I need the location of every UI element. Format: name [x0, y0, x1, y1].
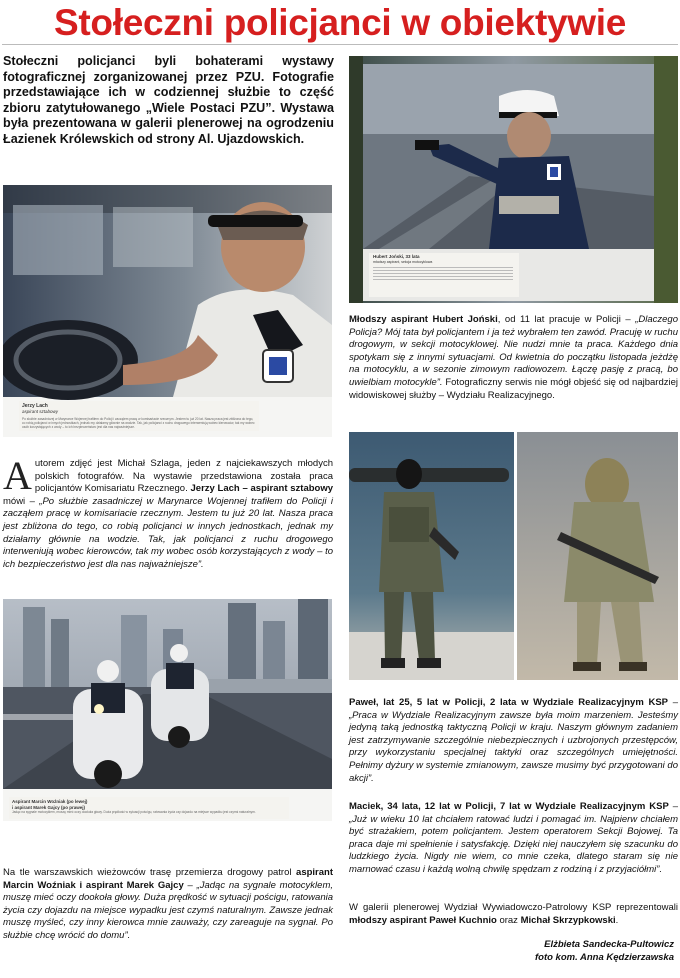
lead-paragraph: Stołeczni policjanci byli bohaterami wystawy fotograficznej zorganizowanej przez PZU. Fotografie przedstawiające ich w codziennej służbie to część zbioru zatytułowanego „Wiele Postaci PZU”. Wystawa była prezentowana w galerii plenerowej na ogrodzeniu Łazienek Królewskich od strony Al. Ujazdowskich.	[3, 54, 334, 146]
para-author-quote: „Po służbie zasadniczej w Marynarce Wojennej trafiłem do Policji i zacząłem pracę w komisariacie rzecznym. Jestem tu już 20 lat. Nasza praca jest zbliżona do tego, co robią policjanci w innych jednostkach, jednak my działamy głównie na wodzie. Tak, jak policjanci z ruchu drogowego interweniują wobec kierowców, tak my wobec osób korzystających z wody – to ich bezpieczeństwo jest dla nas najważniejsze”.	[3, 495, 333, 570]
para-motor-dash: –	[183, 879, 197, 891]
caption-body: Jadąc na sygnale motocyklem, muszę mieć oczy dookoła głowy. Duża prędkość w sytuacji pościgu, ratowania życia czy dojazdu na miejsce wypadku jest czymś naturalnym.	[12, 810, 256, 814]
para-patrol-intro: W galerii plenerowej Wydział Wywiadowczo-Patrolowy KSP reprezentowali	[349, 902, 678, 913]
photo-hubert-jonski	[349, 56, 678, 303]
caption-body: Po służbie zasadniczej w Marynarce Wojennej trafiłem do Policji i zacząłem pracę w komisariacie rzecznym. Jestem tu już 20 lat. Nasza praca jest zbliżona do tego, co robią policjanci w innych jednostkach, jednak my działamy głównie na wodzie. Tak, jak policjanci z ruchu drogowego interweniują wobec kierowców, tak my wobec osób korzystających z wody – to ich bezpieczeństwo jest dla nas najważniejsze.	[22, 416, 255, 429]
paragraph-patrol-unit	[349, 902, 678, 927]
photo-caption-motor	[9, 797, 289, 819]
photo-tactical-officers	[349, 432, 678, 680]
para-author-name: Jerzy Lach – aspirant sztabowy	[190, 483, 334, 495]
dropcap: A	[3, 453, 32, 498]
caption-rank: młodszy aspirant, sekcja motocyklowa	[373, 259, 433, 264]
paragraph-motor-patrol	[3, 867, 333, 943]
para-patrol-names: młodszy aspirant Paweł Kuchnio	[349, 914, 497, 926]
caption-lines	[373, 267, 513, 281]
photo-caption-lach	[19, 401, 259, 431]
para-author-says: mówi –	[3, 495, 40, 507]
paragraph-maciek	[349, 801, 678, 877]
para-maciek-dash: –	[668, 801, 678, 812]
signature-author: Elżbieta Sandecka-Pultowicz	[544, 939, 674, 950]
para-patrol-end: .	[615, 914, 619, 926]
paragraph-author-lach	[3, 453, 334, 571]
title-divider	[2, 44, 678, 45]
caption-name: Jerzy Lach	[22, 403, 48, 409]
signature-photo-credit: foto kom. Anna Kędzierzawska	[534, 952, 674, 963]
caption-rank: aspirant sztabowy	[22, 409, 59, 414]
para-patrol-and: oraz	[496, 914, 521, 926]
para-patrol-name2: Michał Skrzypkowski	[520, 914, 616, 926]
paragraph-jonski	[349, 314, 678, 402]
para-motor-quote: „Jadąc na sygnale motocyklem, muszę mieć oczy dookoła głowy. Duża prędkość w sytuacji pościgu, ratowania życia czy dojazdu na miejsce wypadku jest czymś naturalnym. Zawsze jednak muszę myśleć, czy inny kierowca mnie zauważy, czy zareaguje na sygnał. Po służbie chcę wrócić do domu”.	[3, 879, 333, 941]
para-author-intro: utorem zdjęć jest Michał Szlaga, jeden z najciekawszych młodych polskich fotografów. Na wystawie przedstawiona została praca policjantów Komisariatu Rzecznego.	[34, 458, 333, 495]
para-pawel-quote: „Praca w Wydziale Realizacyjnym zawsze była moim marzeniem. Jesteśmy jedyną taką jednostką taktyczną Policji w kraju. Naszym głównym zadaniem jest zatrzymywanie szczególnie niebezpiecznych i uzbrojonych przestępców, przy wykorzystaniu specjalnej taktyki oraz szczególnych umiejętności. Pełnimy dyżury w systemie zmianowym, zawsze musimy być przygotowani do akcji”.	[349, 709, 678, 784]
para-motor-intro: Na tle warszawskich wieżowców trasę przemierza drogowy patrol	[3, 867, 297, 878]
caption-name-2: i aspirant Marek Gajcy (po prawej)	[12, 804, 86, 810]
para-jonski-outro: Fotograficzny serwis nie mógł objeść się od najbardziej widowiskowej służby – Wydziału Realizacyjnego.	[349, 376, 678, 401]
photo-caption-jonski	[373, 254, 513, 294]
para-pawel-dash: –	[668, 697, 678, 708]
article-signature	[535, 938, 674, 964]
para-motor-names: aspirant Marcin Woźniak i aspirant Marek Gajcy	[3, 867, 333, 891]
para-pawel-head: Paweł, lat 25, 5 lat w Policji, 2 lata w Wydziale Realizacyjnym KSP	[349, 697, 669, 708]
page-title: Stołeczni policjanci w obiektywie	[54, 2, 626, 43]
para-maciek-quote: „Już w wieku 10 lat chciałem ratować ludzi i pomagać im. Najpierw chciałem być strażakiem, potem policjantem. Jestem operatorem Sekcji Bojowej. Ta praca daje mi spełnienie i satysfakcję. Dzięki niej nauczyłem się szacunku do ludzkiego życia. Nigdy nie wiem, co mnie czeka, dlatego staram się nie marnować czasu i każdą wolną chwilę spędzam z rodziną i z przyjaciółmi”.	[349, 813, 678, 875]
para-jonski-quote: „Dlaczego Policja? Mój tata był policjantem i ja też wybrałem ten zawód. Pracuję w ruchu drogowym, w sekcji motocyklowej. Nie nudzi mnie ta praca. Każdego dnia spotykam się z innymi sytuacjami. Od kwietnia do początku listopada jeżdżę na motocyklu, a w sezonie zimowym radiowozem. Łączę pasję z pracą, bo uwielbiam motocykle”.	[349, 314, 678, 388]
caption-name: Aspirant Marcin Woźniak (po lewej)	[12, 799, 88, 804]
paragraph-pawel	[349, 697, 678, 785]
para-jonski-name: Młodszy aspirant Hubert Joński	[349, 314, 498, 325]
photo-jerzy-lach	[3, 185, 332, 437]
para-jonski-intro: , od 11 lat pracuje w Policji –	[497, 314, 636, 325]
photo-motorcycle-patrol	[3, 599, 332, 821]
caption-name: Hubert Joński, 33 lata	[373, 254, 420, 259]
para-maciek-head: Maciek, 34 lata, 12 lat w Policji, 7 lat w Wydziale Realizacyjnym KSP	[349, 801, 669, 812]
